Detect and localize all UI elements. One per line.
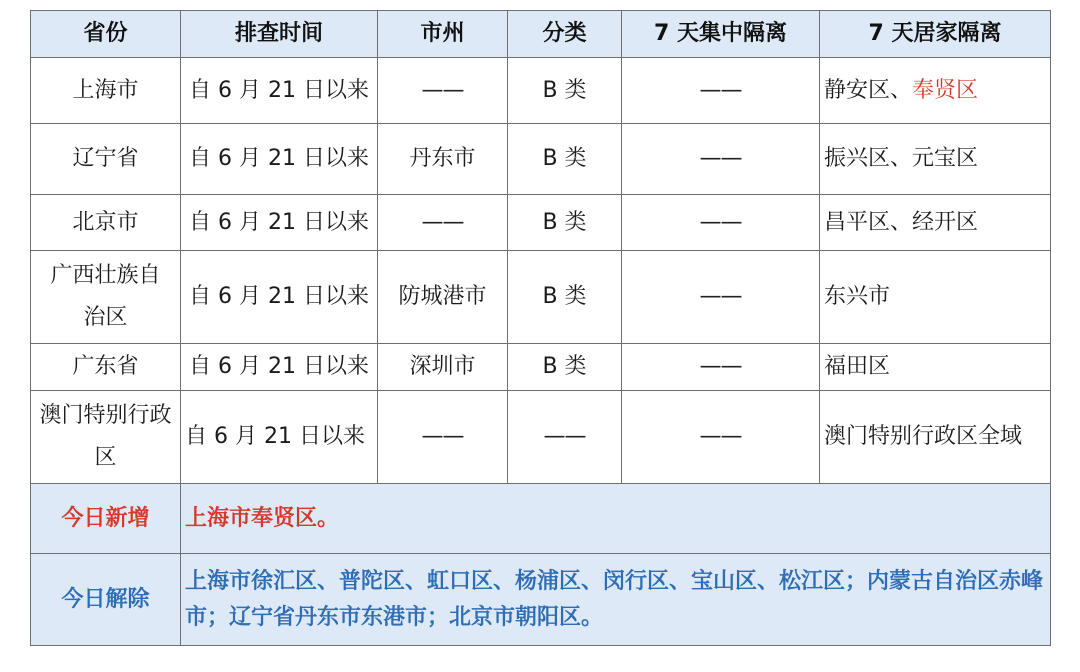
cell-category: B 类 xyxy=(508,251,622,344)
header-home-quarantine: 7 天居家隔离 xyxy=(820,11,1051,58)
header-central-quarantine: 7 天集中隔离 xyxy=(622,11,820,58)
table-row xyxy=(31,344,1051,391)
header-province: 省份 xyxy=(31,11,181,58)
header-check-time: 排查时间 xyxy=(181,11,378,58)
cell-central: —— xyxy=(622,124,820,195)
cell-province: 辽宁省 xyxy=(31,124,181,195)
home-area-text: 静安区、 xyxy=(824,77,913,103)
risk-area-table-container xyxy=(30,10,1050,646)
table-row xyxy=(31,195,1051,251)
cell-city: 丹东市 xyxy=(378,124,508,195)
cell-home: 昌平区、经开区 xyxy=(820,195,1051,251)
cell-home: 福田区 xyxy=(820,344,1051,391)
cell-home: 东兴市 xyxy=(820,251,1051,344)
cell-city: —— xyxy=(378,391,508,484)
cell-central: —— xyxy=(622,251,820,344)
risk-area-table xyxy=(30,10,1051,646)
table-row xyxy=(31,58,1051,124)
cell-time: 自 6 月 21 日以来 xyxy=(181,344,378,391)
cell-central: —— xyxy=(622,391,820,484)
cell-time: 自 6 月 21 日以来 xyxy=(181,124,378,195)
home-area-highlight: 奉贤区 xyxy=(912,77,979,103)
cell-central: —— xyxy=(622,195,820,251)
cell-time: 自 6 月 21 日以来 xyxy=(181,391,378,484)
table-row xyxy=(31,124,1051,195)
today-new-row xyxy=(31,484,1051,554)
cell-category: B 类 xyxy=(508,58,622,124)
cell-time: 自 6 月 21 日以来 xyxy=(181,195,378,251)
header-row xyxy=(31,11,1051,58)
cell-central: —— xyxy=(622,58,820,124)
cell-province: 澳门特别行政区 xyxy=(31,391,181,484)
table-row xyxy=(31,251,1051,344)
today-release-row xyxy=(31,554,1051,646)
cell-category: —— xyxy=(508,391,622,484)
cell-city: —— xyxy=(378,58,508,124)
today-new-label: 今日新增 xyxy=(31,484,181,554)
today-new-text: 上海市奉贤区。 xyxy=(181,484,1051,554)
cell-category: B 类 xyxy=(508,195,622,251)
cell-category: B 类 xyxy=(508,344,622,391)
today-release-text: 上海市徐汇区、普陀区、虹口区、杨浦区、闵行区、宝山区、松江区；内蒙古自治区赤峰市；辽宁省丹东市东港市；北京市朝阳区。 xyxy=(181,554,1051,646)
cell-city: 防城港市 xyxy=(378,251,508,344)
cell-city: —— xyxy=(378,195,508,251)
cell-province: 广西壮族自治区 xyxy=(31,251,181,344)
cell-central: —— xyxy=(622,344,820,391)
cell-time: 自 6 月 21 日以来 xyxy=(181,251,378,344)
cell-province: 广东省 xyxy=(31,344,181,391)
today-release-label: 今日解除 xyxy=(31,554,181,646)
header-category: 分类 xyxy=(508,11,622,58)
cell-category: B 类 xyxy=(508,124,622,195)
header-city: 市州 xyxy=(378,11,508,58)
cell-home: 振兴区、元宝区 xyxy=(820,124,1051,195)
cell-province: 上海市 xyxy=(31,58,181,124)
cell-home: 澳门特别行政区全域 xyxy=(820,391,1051,484)
cell-province: 北京市 xyxy=(31,195,181,251)
cell-city: 深圳市 xyxy=(378,344,508,391)
cell-home xyxy=(820,58,1051,124)
table-row xyxy=(31,391,1051,484)
cell-time: 自 6 月 21 日以来 xyxy=(181,58,378,124)
